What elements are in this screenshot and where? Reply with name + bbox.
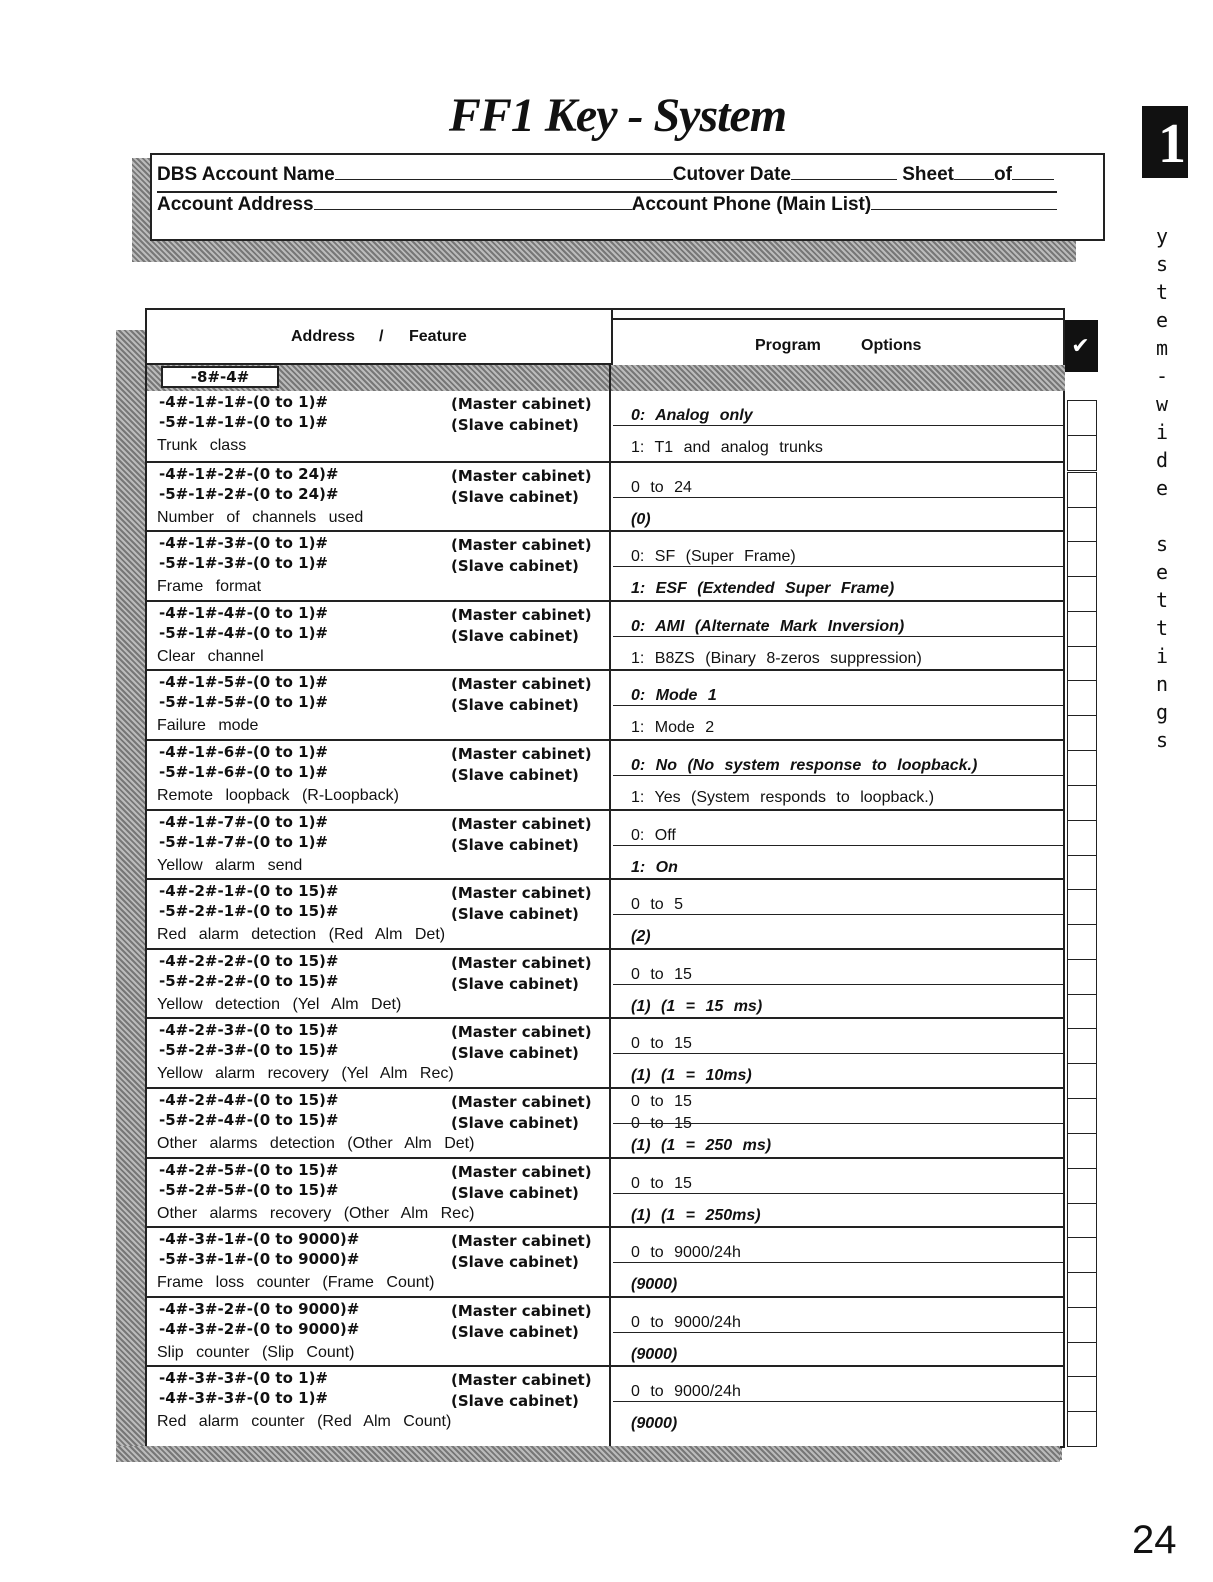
master-address: -4#-1#-3#-(0 to 1)# <box>159 534 328 553</box>
program-option-1: 0 to 5 <box>631 896 684 914</box>
master-cabinet-label: (Master cabinet) <box>451 814 592 833</box>
side-letter: t <box>1155 280 1169 304</box>
table-rows <box>147 391 1065 1435</box>
feature-name: Clear channel <box>157 647 264 665</box>
option-checkbox[interactable] <box>1067 646 1097 682</box>
master-address: -4#-3#-2#-(0 to 9000)# <box>159 1299 360 1318</box>
slave-cabinet-label: (Slave cabinet) <box>451 1113 579 1132</box>
slave-address: -5#-2#-4#-(0 to 15)# <box>159 1110 339 1129</box>
master-cabinet-label: (Master cabinet) <box>451 1301 592 1320</box>
table-row <box>147 1226 1065 1296</box>
feature-name: Remote loopback (R-Loopback) <box>157 786 399 804</box>
option-checkbox[interactable] <box>1067 1307 1097 1343</box>
program-option-2: (0) <box>631 510 651 528</box>
program-option-2: 1: B8ZS (Binary 8-zeros suppression) <box>631 649 922 667</box>
master-cabinet-label: (Master cabinet) <box>451 466 592 485</box>
slave-address: -5#-1#-1#-(0 to 1)# <box>159 413 328 431</box>
option-checkbox[interactable] <box>1067 1098 1097 1134</box>
option-checkbox[interactable] <box>1067 750 1097 786</box>
program-option-1: 0: Mode 1 <box>631 687 717 705</box>
program-option-2: (9000) <box>631 1276 678 1294</box>
sheet-field[interactable] <box>954 163 994 180</box>
program-option-2: (9000) <box>631 1415 678 1433</box>
feature-name: Frame format <box>157 578 262 596</box>
sheet-total-field[interactable] <box>1012 163 1054 180</box>
master-address: -4#-1#-4#-(0 to 1)# <box>159 603 328 622</box>
header-slash: / <box>379 328 384 345</box>
slave-address: -5#-1#-5#-(0 to 1)# <box>159 693 328 712</box>
side-letter: t <box>1155 588 1169 612</box>
side-letter: m <box>1155 336 1169 360</box>
master-address: -4#-2#-3#-(0 to 15)# <box>159 1021 339 1040</box>
master-address: -4#-2#-5#-(0 to 15)# <box>159 1160 339 1179</box>
slave-address: -5#-1#-2#-(0 to 24)# <box>159 484 339 503</box>
feature-name: Yellow alarm recovery (Yel Alm Rec) <box>157 1065 454 1083</box>
program-option-1: 0 to 24 <box>631 478 692 496</box>
program-option-1: 0: No (No system response to loopback.) <box>631 756 978 774</box>
program-option-1: 0: Analog only <box>631 407 753 424</box>
settings-table <box>145 308 1065 1448</box>
option-checkbox[interactable] <box>1067 1168 1097 1204</box>
program-option-2: (2) <box>631 928 651 946</box>
side-letter: i <box>1155 644 1169 668</box>
master-cabinet-label: (Master cabinet) <box>451 1371 592 1390</box>
master-address: -4#-2#-1#-(0 to 15)# <box>159 882 339 901</box>
check-mark-icon: ✔ <box>1063 320 1098 372</box>
account-info-box <box>150 153 1105 241</box>
program-option-1: 0 to 9000/24h <box>631 1244 741 1262</box>
side-letter: s <box>1155 252 1169 276</box>
program-option-1: 0 to 15 <box>631 1092 692 1110</box>
slave-cabinet-label: (Slave cabinet) <box>451 974 579 993</box>
table-row <box>147 1157 1065 1227</box>
option-checkbox[interactable] <box>1067 1028 1097 1064</box>
program-option-2: 1: Yes (System responds to loopback.) <box>631 788 935 806</box>
header-options: Options <box>861 337 922 354</box>
slave-address: -5#-2#-2#-(0 to 15)# <box>159 971 339 990</box>
table-row <box>147 878 1065 948</box>
slave-address: -5#-1#-7#-(0 to 1)# <box>159 832 328 851</box>
side-letter: s <box>1155 532 1169 556</box>
option-checkbox[interactable] <box>1067 507 1097 543</box>
program-option-1: 0 to 9000/24h <box>631 1313 741 1331</box>
program-option-2: 1: On <box>631 858 678 876</box>
cutover-date-label: Cutover Date <box>672 164 791 185</box>
slave-address: -5#-2#-3#-(0 to 15)# <box>159 1041 339 1060</box>
option-separator <box>613 1401 1065 1402</box>
header-program-options <box>613 318 1065 368</box>
slave-address: -4#-3#-2#-(0 to 9000)# <box>159 1319 360 1338</box>
side-letter: y <box>1155 224 1169 248</box>
sheet-label: Sheet <box>902 164 954 185</box>
option-checkbox[interactable] <box>1067 994 1097 1030</box>
option-separator <box>613 566 1065 567</box>
header-address: Address <box>291 328 356 345</box>
side-letter: d <box>1155 448 1169 472</box>
account-phone-field[interactable] <box>871 193 1057 210</box>
of-label: of <box>994 164 1012 185</box>
header-feature: Feature <box>409 328 467 345</box>
side-letter: t <box>1155 616 1169 640</box>
option-separator <box>613 636 1065 637</box>
option-separator <box>613 914 1065 915</box>
master-address: -4#-3#-1#-(0 to 9000)# <box>159 1230 360 1249</box>
side-letter: e <box>1155 560 1169 584</box>
table-row <box>147 809 1065 879</box>
side-letter: i <box>1155 420 1169 444</box>
table-row <box>147 1296 1065 1366</box>
slave-address: -5#-3#-1#-(0 to 9000)# <box>159 1250 360 1269</box>
slave-cabinet-label: (Slave cabinet) <box>451 765 579 784</box>
master-cabinet-label: (Master cabinet) <box>451 1162 592 1181</box>
option-separator <box>613 1332 1065 1333</box>
slave-address: -5#-1#-3#-(0 to 1)# <box>159 554 328 573</box>
program-option-2: (1) (1 = 250ms) <box>631 1206 761 1224</box>
master-cabinet-label: (Master cabinet) <box>451 605 592 624</box>
slave-cabinet-label: (Slave cabinet) <box>451 416 579 434</box>
master-address: -4#-2#-2#-(0 to 15)# <box>159 951 339 970</box>
option-checkbox[interactable] <box>1067 889 1097 925</box>
column-divider <box>609 365 611 1448</box>
option-checkbox[interactable] <box>1067 924 1097 960</box>
feature-name: Red alarm detection (Red Alm Det) <box>157 926 446 944</box>
master-cabinet-label: (Master cabinet) <box>451 1092 592 1111</box>
slave-cabinet-label: (Slave cabinet) <box>451 835 579 854</box>
program-option-2: 1: ESF (Extended Super Frame) <box>631 580 895 598</box>
slave-cabinet-label: (Slave cabinet) <box>451 557 579 576</box>
side-letter <box>1150 502 1174 530</box>
option-checkbox[interactable] <box>1067 435 1097 471</box>
side-letter: - <box>1155 364 1169 388</box>
account-address-field[interactable] <box>314 193 632 210</box>
option-checkbox[interactable] <box>1067 820 1097 856</box>
address-prefix-band <box>147 365 1065 391</box>
option-separator <box>613 497 1065 498</box>
option-checkbox[interactable] <box>1067 1063 1097 1099</box>
header-address-feature <box>147 310 613 365</box>
account-row-2 <box>157 191 1057 261</box>
slave-address: -5#-1#-6#-(0 to 1)# <box>159 762 328 781</box>
option-checkbox[interactable] <box>1067 541 1097 577</box>
option-checkbox[interactable] <box>1067 576 1097 612</box>
slave-address: -5#-2#-1#-(0 to 15)# <box>159 902 339 921</box>
option-checkbox[interactable] <box>1067 1411 1097 1447</box>
option-checkbox[interactable] <box>1067 680 1097 716</box>
option-separator <box>613 1123 1065 1124</box>
side-letter: g <box>1155 700 1169 724</box>
page-title: FF1 Key - System <box>448 89 787 142</box>
master-cabinet-label: (Master cabinet) <box>451 675 592 694</box>
side-letter: n <box>1155 672 1169 696</box>
program-option-1: 0 to 9000/24h <box>631 1383 741 1401</box>
feature-name: Red alarm counter (Red Alm Count) <box>157 1413 452 1431</box>
slave-cabinet-label: (Slave cabinet) <box>451 1253 579 1272</box>
option-checkbox[interactable] <box>1067 1342 1097 1378</box>
side-letter: e <box>1155 476 1169 500</box>
master-cabinet-label: (Master cabinet) <box>451 536 592 555</box>
master-address: -4#-1#-2#-(0 to 24)# <box>159 464 339 483</box>
master-cabinet-label: (Master cabinet) <box>451 744 592 763</box>
master-address: -4#-2#-4#-(0 to 15)# <box>159 1090 339 1109</box>
program-option-1b: 0 to 15 <box>631 1114 692 1132</box>
option-separator <box>613 1053 1065 1054</box>
program-option-2: (1) (1 = 250 ms) <box>631 1136 772 1154</box>
option-separator <box>613 775 1065 776</box>
table-row <box>147 600 1065 670</box>
option-checkbox[interactable] <box>1067 785 1097 821</box>
slave-address: -4#-3#-3#-(0 to 1)# <box>159 1389 328 1408</box>
slave-cabinet-label: (Slave cabinet) <box>451 1044 579 1063</box>
feature-name: Slip counter (Slip Count) <box>157 1343 355 1361</box>
option-checkbox[interactable] <box>1067 959 1097 995</box>
option-checkbox[interactable] <box>1067 1237 1097 1273</box>
table-row <box>147 739 1065 809</box>
master-address: -4#-3#-3#-(0 to 1)# <box>159 1369 328 1388</box>
table-row <box>147 1017 1065 1087</box>
master-address: -4#-1#-6#-(0 to 1)# <box>159 742 328 761</box>
option-checkbox[interactable] <box>1067 472 1097 508</box>
account-name-label: DBS Account Name <box>157 164 335 185</box>
program-option-2: (9000) <box>631 1345 678 1363</box>
account-name-field[interactable] <box>335 163 673 180</box>
option-separator <box>613 1193 1065 1194</box>
option-separator <box>613 984 1065 985</box>
slave-cabinet-label: (Slave cabinet) <box>451 1183 579 1202</box>
slave-cabinet-label: (Slave cabinet) <box>451 626 579 645</box>
slave-cabinet-label: (Slave cabinet) <box>451 905 579 924</box>
program-option-2: 1: T1 and analog trunks <box>631 439 823 456</box>
table-bottom-shadow <box>116 1446 1060 1462</box>
master-cabinet-label: (Master cabinet) <box>451 953 592 972</box>
option-checkbox[interactable] <box>1067 1376 1097 1412</box>
feature-name: Trunk class <box>157 437 247 454</box>
account-address-label: Account Address <box>157 194 314 215</box>
side-letter: s <box>1155 728 1169 752</box>
program-option-1: 0 to 15 <box>631 1035 692 1053</box>
program-option-1: 0: AMI (Alternate Mark Inversion) <box>631 617 905 635</box>
option-checkbox[interactable] <box>1067 1133 1097 1169</box>
slave-cabinet-label: (Slave cabinet) <box>451 487 579 506</box>
option-checkbox[interactable] <box>1067 1203 1097 1239</box>
feature-name: Failure mode <box>157 717 259 735</box>
program-option-1: 0: Off <box>631 826 676 844</box>
master-address: -4#-1#-5#-(0 to 1)# <box>159 673 328 692</box>
program-option-1: 0 to 15 <box>631 1174 692 1192</box>
feature-name: Frame loss counter (Frame Count) <box>157 1274 435 1292</box>
program-option-2: 1: Mode 2 <box>631 719 715 737</box>
slave-address: -5#-2#-5#-(0 to 15)# <box>159 1180 339 1199</box>
feature-name: Other alarms recovery (Other Alm Rec) <box>157 1204 475 1222</box>
address-prefix: -8#-4# <box>161 366 279 388</box>
page-number: 24 <box>1132 1518 1177 1562</box>
master-cabinet-label: (Master cabinet) <box>451 1023 592 1042</box>
side-letter: e <box>1155 308 1169 332</box>
feature-name: Yellow detection (Yel Alm Det) <box>157 995 402 1013</box>
master-cabinet-label: (Master cabinet) <box>451 884 592 903</box>
table-row <box>147 669 1065 739</box>
program-option-2: (1) (1 = 10ms) <box>631 1067 752 1085</box>
cutover-date-field[interactable] <box>791 163 897 180</box>
account-phone-label: Account Phone (Main List) <box>631 194 872 215</box>
slave-cabinet-label: (Slave cabinet) <box>451 1322 579 1341</box>
feature-name: Number of channels used <box>157 508 364 526</box>
option-checkbox[interactable] <box>1067 1272 1097 1308</box>
table-row <box>147 391 1065 461</box>
section-number: 1 <box>1158 113 1186 175</box>
option-checkbox[interactable] <box>1067 400 1097 436</box>
slave-address: -5#-1#-4#-(0 to 1)# <box>159 623 328 642</box>
table-row <box>147 461 1065 531</box>
table-row <box>147 1087 1065 1157</box>
master-cabinet-label: (Master cabinet) <box>451 1232 592 1251</box>
slave-cabinet-label: (Slave cabinet) <box>451 696 579 715</box>
program-option-1: 0: SF (Super Frame) <box>631 548 796 566</box>
option-checkbox[interactable] <box>1067 611 1097 647</box>
option-separator <box>613 425 1065 426</box>
feature-name: Other alarms detection (Other Alm Det) <box>157 1134 475 1152</box>
table-row <box>147 948 1065 1018</box>
table-row <box>147 1365 1065 1435</box>
option-checkbox[interactable] <box>1067 715 1097 751</box>
program-option-2: (1) (1 = 15 ms) <box>631 997 763 1015</box>
table-row <box>147 530 1065 600</box>
master-cabinet-label: (Master cabinet) <box>451 395 592 413</box>
side-letter: w <box>1155 392 1169 416</box>
master-address: -4#-1#-1#-(0 to 1)# <box>159 393 328 411</box>
option-separator <box>613 705 1065 706</box>
option-checkbox[interactable] <box>1067 855 1097 891</box>
option-separator <box>613 845 1065 846</box>
slave-cabinet-label: (Slave cabinet) <box>451 1392 579 1411</box>
header-program: Program <box>755 337 821 354</box>
master-address: -4#-1#-7#-(0 to 1)# <box>159 812 328 831</box>
side-tab-text <box>1150 222 1174 754</box>
option-separator <box>613 1262 1065 1263</box>
feature-name: Yellow alarm send <box>157 856 303 874</box>
program-option-1: 0 to 15 <box>631 965 692 983</box>
